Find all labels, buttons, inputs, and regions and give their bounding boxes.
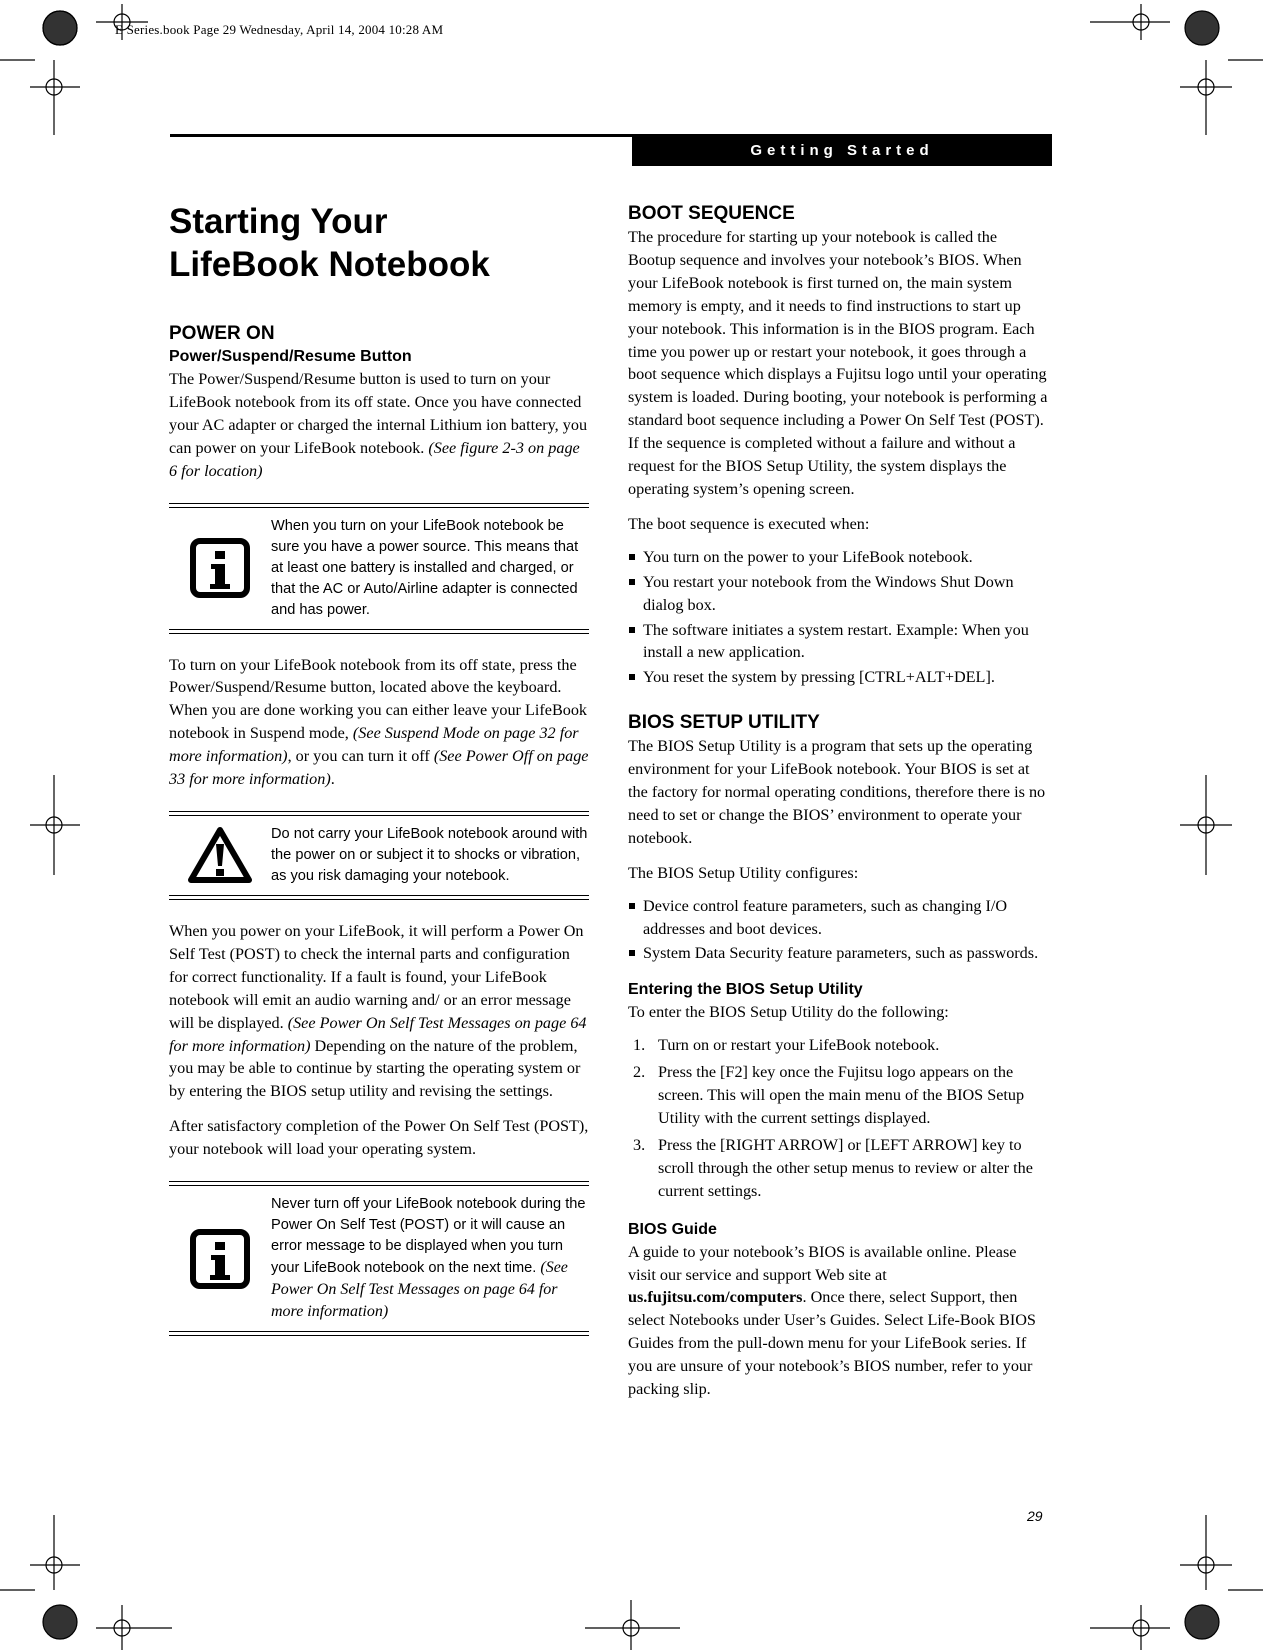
power-on-para1 bbox=[169, 368, 589, 483]
step-item bbox=[628, 1034, 1048, 1057]
registration-burst-top-right bbox=[1185, 11, 1219, 45]
right-column bbox=[628, 202, 1048, 1401]
entering-steps bbox=[628, 1034, 1048, 1202]
page-number: 29 bbox=[1027, 1508, 1043, 1524]
para2-text-c: . bbox=[330, 770, 335, 789]
para3-text-b: Depending on the nature of the problem, you may be able to continue by starting the operating system or by entering the BIOS setup utility and revising the settings. bbox=[169, 1036, 581, 1101]
boot-para2: The boot sequence is executed when: bbox=[628, 514, 870, 533]
step-item bbox=[628, 1134, 1048, 1203]
step-text: Press the [F2] key once the Fujitsu logo appears on the screen. This will open the main menu of the BIOS Setup Utility with the current settings displayed. bbox=[658, 1063, 1025, 1127]
crosshair-top-2 bbox=[1090, 4, 1170, 40]
step-number: 1. bbox=[633, 1036, 646, 1055]
step-text: Turn on or restart your LifeBook notebook. bbox=[658, 1036, 940, 1055]
note-text-post bbox=[271, 1194, 589, 1323]
list-item: The software initiates a system restart. Example: When you install a new application. bbox=[628, 619, 1048, 665]
crosshair-right-bottom bbox=[1180, 1515, 1232, 1590]
list-item: System Data Security feature parameters, such as passwords. bbox=[628, 942, 1048, 965]
crosshair-bottom-2 bbox=[585, 1600, 680, 1650]
page-title-line1: Starting Your bbox=[169, 202, 388, 241]
warning-note-carry bbox=[169, 811, 589, 900]
guide-text-b: . Once there, select Support, then select Notebooks under User’s Guides. Select Life-Book BIOS Guides from the pull-down menu for your LifeBook series. If you are unsure of your notebook’s BIOS number, refer to your packing slip. bbox=[628, 1288, 1036, 1399]
list-item: You reset the system by pressing [CTRL+ALT+DEL]. bbox=[628, 666, 1048, 689]
note-text: When you turn on your LifeBook notebook be sure you have a power source. This means that at least one battery is installed and charged, or that the AC or Auto/Airline adapter is connected and has power. bbox=[271, 517, 579, 618]
list-item: You restart your notebook from the Windows Shut Down dialog box. bbox=[628, 571, 1048, 617]
step-item bbox=[628, 1061, 1048, 1130]
crosshair-left-top bbox=[30, 60, 80, 135]
step-number: 2. bbox=[633, 1063, 646, 1082]
bios-para1: The BIOS Setup Utility is a program that sets up the operating environment for your LifeBook notebook. Your BIOS is set at the factory for normal operating conditions, therefore there is no need to set or change the BIOS’ environment to operate your notebook. bbox=[628, 737, 1046, 847]
page-title bbox=[169, 200, 589, 286]
bios-bullets bbox=[628, 895, 1048, 966]
para3-ref-post: (See Power On Self Test Messages on page 64 for more information) bbox=[169, 1013, 587, 1055]
registration-burst-bottom-left bbox=[43, 1605, 77, 1639]
crosshair-bottom-3 bbox=[1090, 1605, 1170, 1650]
boot-para1: The procedure for starting up your notebook is called the Bootup sequence and involves your notebook’s BIOS. When your LifeBook notebook is first turned on, the main system memory is empty, and it needs to find instructions to start up your notebook. This information is in the BIOS program. Each time you power up or restart your notebook, it goes through a boot sequence which displays a Fujitsu logo until your operating system is loaded. During booting, your notebook is performing a standard boot sequence including a Power On Self Test (POST). If the sequence is completed without a failure and without a request for the BIOS Setup Utility, the system displays the operating system’s opening screen. bbox=[628, 228, 1048, 498]
list-item: Device control feature parameters, such as changing I/O addresses and boot devices. bbox=[628, 895, 1048, 941]
para2-ref-suspend: (See Suspend Mode on page 32 for more information) bbox=[169, 724, 579, 766]
bios-para2: The BIOS Setup Utility configures: bbox=[628, 863, 859, 882]
header-rule bbox=[170, 134, 632, 137]
power-on-heading: POWER ON bbox=[169, 323, 275, 344]
power-on-para4: After satisfactory completion of the Power On Self Test (POST), your notebook will load your operating system. bbox=[169, 1117, 589, 1159]
page-title-line2: LifeBook Notebook bbox=[169, 245, 490, 284]
power-on-para3 bbox=[169, 920, 589, 1103]
entering-intro: To enter the BIOS Setup Utility do the following: bbox=[628, 1003, 949, 1022]
step-number: 3. bbox=[633, 1135, 646, 1154]
note2-text: Never turn off your LifeBook notebook during the Power On Self Test (POST) or it will cause an error message to be displayed when you turn your LifeBook notebook on the next time. bbox=[271, 1196, 586, 1277]
crosshair-left-bottom bbox=[30, 1515, 80, 1590]
list-item: You turn on the power to your LifeBook notebook. bbox=[628, 546, 1048, 569]
boot-bullets bbox=[628, 546, 1048, 689]
registration-burst-top-left bbox=[43, 11, 77, 45]
warning-icon bbox=[169, 826, 271, 884]
crosshair-left-mid bbox=[30, 775, 80, 875]
support-site-link[interactable]: us.fujitsu.com/computers bbox=[628, 1288, 803, 1307]
info-icon bbox=[169, 537, 271, 599]
power-on-para1-ref: (See figure 2-3 on page 6 for location) bbox=[169, 438, 580, 480]
para2-text-b: , or you can turn it off bbox=[287, 747, 430, 766]
para2-text-a: To turn on your LifeBook notebook from its off state, press the Power/Suspend/Resume button, located above the keyboard. When you are done working you can either leave your LifeBook notebook in Suspend mode, bbox=[169, 655, 588, 743]
info-note-power-source bbox=[169, 503, 589, 634]
bios-setup-heading: BIOS SETUP UTILITY bbox=[628, 712, 820, 734]
left-column bbox=[169, 200, 589, 1356]
boot-sequence-heading: BOOT SEQUENCE bbox=[628, 203, 795, 224]
bios-guide-para bbox=[628, 1241, 1048, 1401]
power-on-para2 bbox=[169, 654, 589, 791]
info-note-post bbox=[169, 1181, 589, 1336]
crosshair-right-mid bbox=[1180, 775, 1232, 875]
crosshair-right-top bbox=[1180, 60, 1232, 135]
warning-text: Do not carry your LifeBook notebook around with the power on or subject it to shocks or vibration, as you risk damaging your notebook. bbox=[271, 825, 588, 884]
note2-ref: (See Power On Self Test Messages on page 64 for more information) bbox=[271, 1259, 568, 1321]
crosshair-bottom-1 bbox=[96, 1605, 172, 1650]
registration-burst-bottom-right bbox=[1185, 1605, 1219, 1639]
power-on-para1-text: The Power/Suspend/Resume button is used to turn on your LifeBook notebook from its off state. Once you have connected your AC adapter or charged the internal Lithium ion battery, you can power on your LifeBook notebook. bbox=[169, 370, 588, 457]
info-icon bbox=[169, 1228, 271, 1290]
para3-text-a: When you power on your LifeBook, it will perform a Power On Self Test (POST) to check the internal parts and configuration for correct functionality. If a fault is found, your LifeBook notebook will emit an audio warning and/ or an error message will be displayed. bbox=[169, 921, 584, 1032]
print-slug: E Series.book Page 29 Wednesday, April 14, 2004 10:28 AM bbox=[115, 22, 444, 37]
power-button-subheading: Power/Suspend/Resume Button bbox=[169, 348, 412, 365]
entering-bios-heading: Entering the BIOS Setup Utility bbox=[628, 981, 863, 999]
bios-guide-heading: BIOS Guide bbox=[628, 1220, 717, 1238]
para2-ref-poweroff: (See Power Off on page 33 for more information) bbox=[169, 747, 589, 789]
guide-text-a: A guide to your notebook’s BIOS is available online. Please visit our service and support Web site at bbox=[628, 1242, 1017, 1284]
step-text: Press the [RIGHT ARROW] or [LEFT ARROW] key to scroll through the other setup menus to review or alter the current settings. bbox=[658, 1135, 1033, 1200]
chapter-header: Getting Started bbox=[632, 134, 1052, 166]
